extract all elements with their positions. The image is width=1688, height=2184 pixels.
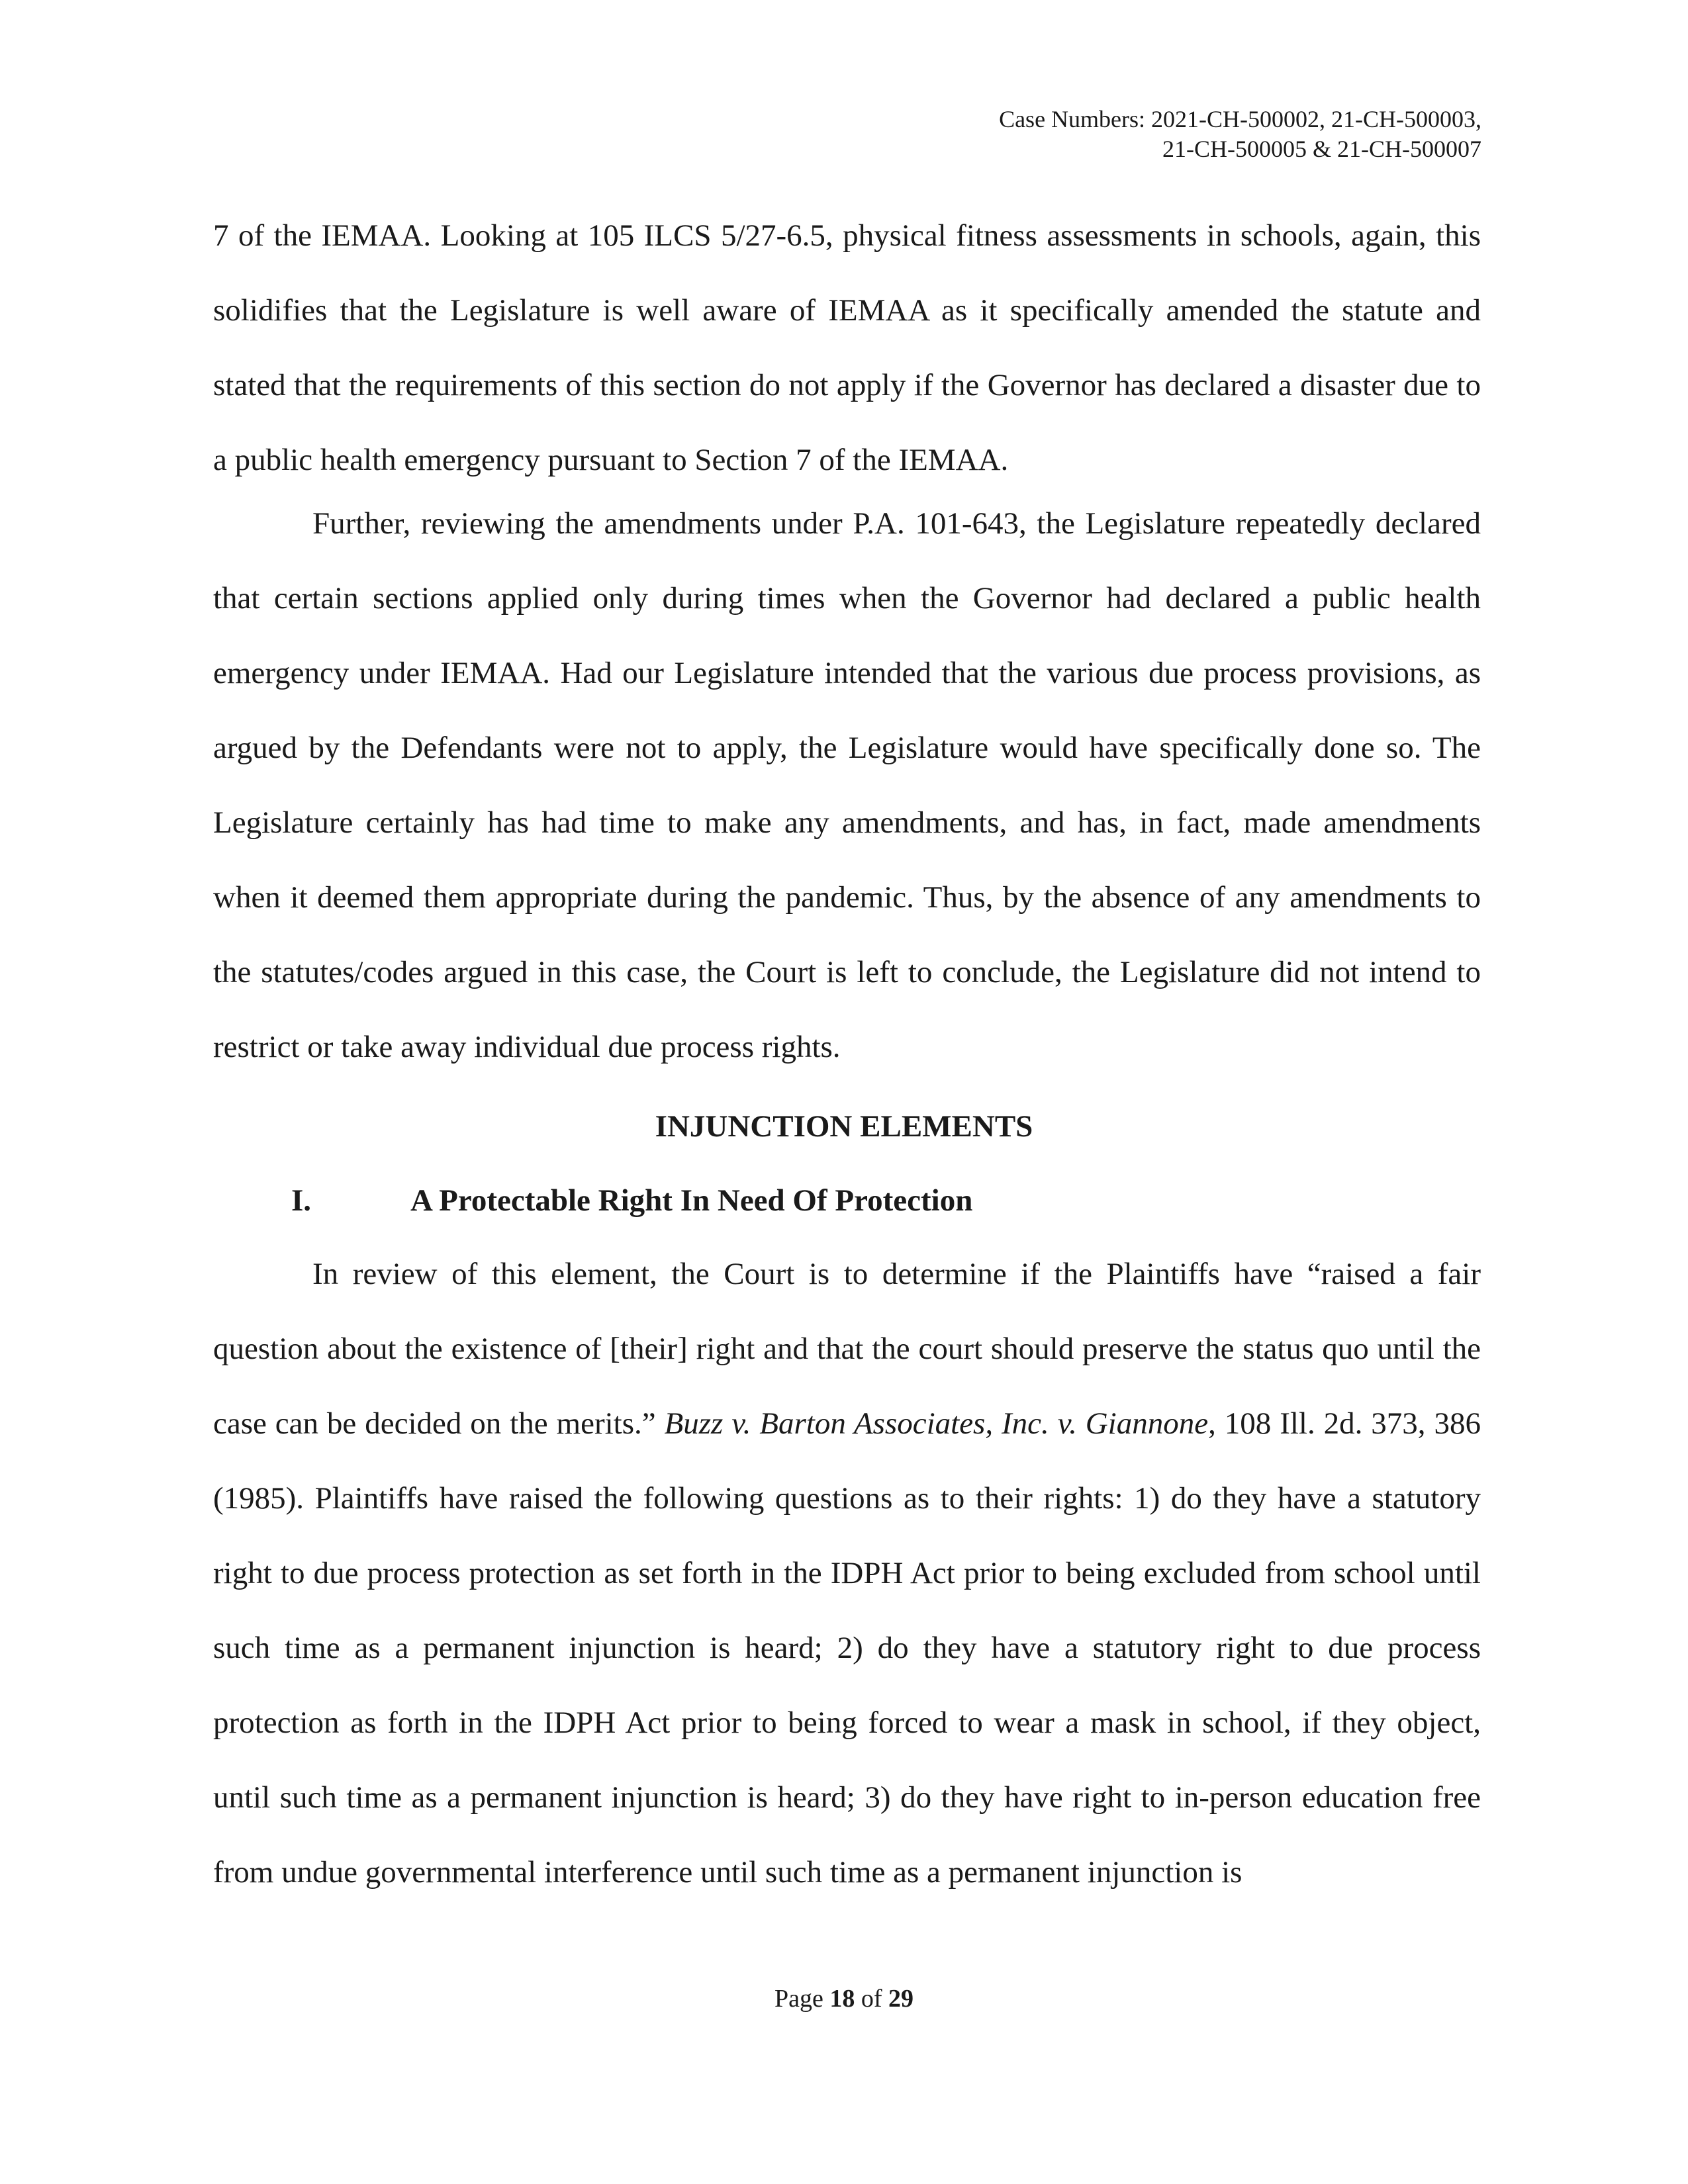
case-number-header	[999, 105, 1481, 164]
subsection-title: A Protectable Right In Need Of Protection	[410, 1183, 973, 1218]
paragraph-3-rest: , 108 Ill. 2d. 373, 386 (1985). Plaintiffs have raised the following questions as to their rights: 1) do they have a statutory right to due process protection as set forth in the IDPH Act prior to being excluded from school until such time as a permanent injunction is heard; 2) do they have a statutory right to due process protection as forth in the IDPH Act prior to being forced to wear a mask in school, if they object, until such time as a permanent injunction is heard; 3) do they have right to in-person education free from undue governmental interference until such time as a permanent injunction is	[213, 1406, 1481, 1889]
case-number-line-2: 21-CH-500005 & 21-CH-500007	[1162, 136, 1481, 162]
page-total: 29	[888, 1985, 914, 2013]
paragraph-continuation	[213, 199, 1481, 498]
paragraph-1: 7 of the IEMAA. Looking at 105 ILCS 5/27-6.5, physical fitness assessments in schools, again, this solidifies that the Legislature is well aware of IEMAA as it specifically amended the statute and stated that the requirements of this section do not apply if the Governor has declared a disaster due to a public health emergency pursuant to Section 7 of the IEMAA.	[213, 218, 1481, 477]
page-footer	[0, 1984, 1688, 2013]
subsection-number: I.	[291, 1183, 312, 1218]
page-label: Page	[774, 1985, 823, 2013]
case-citation: Buzz v. Barton Associates, Inc. v. Giannone	[664, 1406, 1209, 1441]
paragraph-3-lead: In review of this element, the Court is to determine if the Plaintiffs have “raised a fair question about the existence of [their] right and that the court should preserve the status quo until the case can be decided on the merits.”	[213, 1257, 1481, 1441]
case-number-line-1: Case Numbers: 2021-CH-500002, 21-CH-500003,	[999, 106, 1481, 132]
section-heading: INJUNCTION ELEMENTS	[655, 1109, 1033, 1144]
paragraph-protectable-right	[213, 1237, 1481, 1910]
page-current: 18	[829, 1985, 855, 2013]
paragraph-3	[213, 1237, 1481, 1910]
paragraph-2: Further, reviewing the amendments under P.A. 101-643, the Legislature repeatedly declared that certain sections applied only during times when the Governor had declared a public health emergency under IEMAA. Had our Legislature intended that the various due process provisions, as argued by the Defendants were not to apply, the Legislature would have specifically done so. The Legislature certainly has had time to make any amendments, and has, in fact, made amendments when it deemed them appropriate during the pandemic. Thus, by the absence of any amendments to the statutes/codes argued in this case, the Court is left to conclude, the Legislature did not intend to restrict or take away individual due process rights.	[213, 506, 1481, 1064]
paragraph-legislature-amendments	[213, 486, 1481, 1085]
page-of: of	[861, 1985, 882, 2013]
